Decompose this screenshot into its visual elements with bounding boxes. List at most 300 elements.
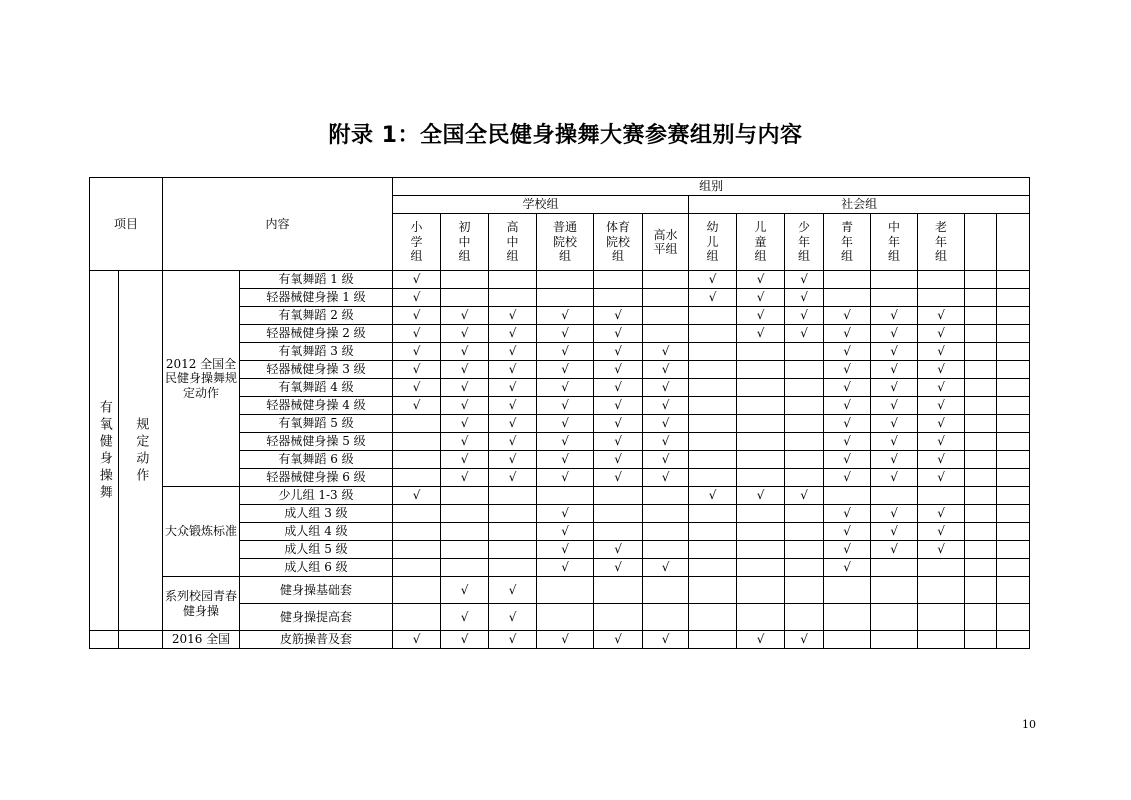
check-cell [871, 631, 918, 649]
check-cell: √ [393, 325, 441, 343]
check-cell [737, 433, 785, 451]
check-cell [871, 604, 918, 631]
page-number: 10 [1022, 718, 1036, 731]
content-cell: 健身操基础套 [240, 577, 393, 604]
check-cell: √ [393, 487, 441, 505]
check-cell [785, 469, 824, 487]
check-cell: √ [643, 559, 689, 577]
content-cell: 少儿组 1-3 级 [240, 487, 393, 505]
empty-cell [997, 604, 1030, 631]
check-cell: √ [871, 325, 918, 343]
empty-cell [997, 487, 1030, 505]
check-cell [643, 325, 689, 343]
check-cell: √ [918, 397, 965, 415]
check-cell: √ [489, 325, 537, 343]
empty-cell [965, 451, 997, 469]
content-cell: 有氧舞蹈 4 级 [240, 379, 393, 397]
check-cell [441, 487, 489, 505]
check-cell [737, 343, 785, 361]
check-cell: √ [489, 469, 537, 487]
check-cell [441, 523, 489, 541]
check-cell [689, 559, 737, 577]
check-cell: √ [594, 307, 643, 325]
empty-cell [965, 271, 997, 289]
check-cell: √ [489, 397, 537, 415]
check-cell: √ [594, 361, 643, 379]
check-cell: √ [594, 433, 643, 451]
check-cell: √ [441, 631, 489, 649]
empty-cell [997, 343, 1030, 361]
check-cell: √ [824, 469, 871, 487]
check-cell: √ [594, 397, 643, 415]
check-cell [871, 559, 918, 577]
check-cell [785, 541, 824, 559]
check-cell: √ [871, 541, 918, 559]
empty-cell [997, 289, 1030, 307]
content-cell: 皮筋操普及套 [240, 631, 393, 649]
check-cell: √ [871, 523, 918, 541]
check-cell: √ [537, 631, 594, 649]
check-cell [441, 271, 489, 289]
column-header: 高 中 组 [489, 214, 537, 271]
check-cell: √ [918, 307, 965, 325]
check-cell [594, 505, 643, 523]
check-cell: √ [643, 379, 689, 397]
empty-cell [965, 343, 997, 361]
check-cell [594, 523, 643, 541]
check-cell [393, 433, 441, 451]
content-cell: 有氧舞蹈 1 级 [240, 271, 393, 289]
check-cell: √ [441, 397, 489, 415]
empty-cell [965, 469, 997, 487]
check-cell: √ [489, 631, 537, 649]
check-cell [871, 487, 918, 505]
check-cell: √ [594, 631, 643, 649]
empty-cell [997, 559, 1030, 577]
column-header: 青 年 组 [824, 214, 871, 271]
check-cell: √ [871, 397, 918, 415]
check-cell: √ [537, 559, 594, 577]
check-cell: √ [643, 361, 689, 379]
check-cell [594, 604, 643, 631]
check-cell: √ [537, 325, 594, 343]
check-cell: √ [871, 505, 918, 523]
check-cell [918, 577, 965, 604]
check-cell: √ [918, 343, 965, 361]
empty-cell [965, 325, 997, 343]
check-cell [643, 541, 689, 559]
check-cell: √ [689, 289, 737, 307]
check-cell [643, 604, 689, 631]
check-cell [643, 505, 689, 523]
empty-cell [997, 523, 1030, 541]
check-cell: √ [689, 271, 737, 289]
empty-cell [965, 415, 997, 433]
check-cell [594, 577, 643, 604]
check-cell: √ [489, 307, 537, 325]
empty-cell [997, 397, 1030, 415]
check-cell: √ [441, 379, 489, 397]
check-cell: √ [737, 631, 785, 649]
check-cell: √ [594, 343, 643, 361]
check-cell [393, 604, 441, 631]
check-cell [785, 505, 824, 523]
check-cell [737, 577, 785, 604]
header-society: 社会组 [689, 196, 1030, 214]
column-header: 普通 院校 组 [537, 214, 594, 271]
check-cell [871, 577, 918, 604]
check-cell: √ [489, 451, 537, 469]
check-cell: √ [689, 487, 737, 505]
check-cell [689, 451, 737, 469]
check-cell [785, 433, 824, 451]
check-cell [785, 343, 824, 361]
check-cell [393, 505, 441, 523]
header-groups: 组别 [393, 178, 1030, 196]
check-cell: √ [918, 433, 965, 451]
empty-cell [997, 379, 1030, 397]
check-cell: √ [824, 307, 871, 325]
content-cell: 轻器械健身操 6 级 [240, 469, 393, 487]
check-cell: √ [918, 505, 965, 523]
check-cell [785, 451, 824, 469]
check-cell [643, 487, 689, 505]
check-cell [393, 469, 441, 487]
empty-cell [997, 325, 1030, 343]
check-cell [737, 415, 785, 433]
registration-table [89, 177, 1030, 649]
check-cell [737, 361, 785, 379]
check-cell: √ [871, 433, 918, 451]
check-cell: √ [918, 523, 965, 541]
column-header: 小 学 组 [393, 214, 441, 271]
content-cell: 有氧舞蹈 5 级 [240, 415, 393, 433]
check-cell: √ [824, 559, 871, 577]
check-cell [918, 604, 965, 631]
check-cell: √ [785, 289, 824, 307]
check-cell [537, 289, 594, 307]
check-cell [393, 415, 441, 433]
check-cell [537, 604, 594, 631]
check-cell: √ [594, 541, 643, 559]
empty-cell [965, 505, 997, 523]
project-subtype: 规定动作 [119, 271, 163, 631]
check-cell [689, 469, 737, 487]
check-cell [737, 469, 785, 487]
check-cell: √ [441, 577, 489, 604]
check-cell: √ [737, 487, 785, 505]
check-cell [689, 361, 737, 379]
check-cell [918, 559, 965, 577]
empty-cell [997, 433, 1030, 451]
check-cell: √ [537, 397, 594, 415]
check-cell: √ [489, 433, 537, 451]
check-cell: √ [489, 577, 537, 604]
check-cell: √ [594, 379, 643, 397]
check-cell: √ [918, 415, 965, 433]
check-cell [785, 379, 824, 397]
check-cell: √ [537, 343, 594, 361]
check-cell: √ [441, 307, 489, 325]
check-cell: √ [737, 271, 785, 289]
check-cell: √ [785, 325, 824, 343]
check-cell: √ [871, 379, 918, 397]
content-cell: 成人组 4 级 [240, 523, 393, 541]
check-cell [737, 505, 785, 523]
check-cell: √ [643, 343, 689, 361]
check-cell: √ [441, 433, 489, 451]
check-cell: √ [824, 343, 871, 361]
check-cell [824, 631, 871, 649]
empty-cell [965, 559, 997, 577]
check-cell [643, 307, 689, 325]
check-cell: √ [441, 415, 489, 433]
check-cell [871, 289, 918, 307]
check-cell: √ [594, 559, 643, 577]
content-cell: 成人组 6 级 [240, 559, 393, 577]
check-cell: √ [537, 541, 594, 559]
check-cell [393, 559, 441, 577]
check-cell: √ [737, 289, 785, 307]
check-cell: √ [871, 361, 918, 379]
check-cell [393, 541, 441, 559]
check-cell [689, 307, 737, 325]
check-cell [393, 577, 441, 604]
check-cell [918, 631, 965, 649]
column-header: 幼 儿 组 [689, 214, 737, 271]
content-cell: 健身操提高套 [240, 604, 393, 631]
check-cell: √ [537, 307, 594, 325]
empty-cell [997, 307, 1030, 325]
check-cell [489, 271, 537, 289]
check-cell: √ [594, 415, 643, 433]
check-cell: √ [785, 631, 824, 649]
check-cell: √ [918, 541, 965, 559]
check-cell: √ [594, 325, 643, 343]
check-cell: √ [537, 505, 594, 523]
check-cell: √ [824, 415, 871, 433]
check-cell: √ [824, 379, 871, 397]
check-cell: √ [489, 415, 537, 433]
check-cell: √ [871, 451, 918, 469]
check-cell [689, 541, 737, 559]
column-header: 高水 平组 [643, 214, 689, 271]
check-cell [489, 559, 537, 577]
check-cell: √ [537, 523, 594, 541]
check-cell [689, 397, 737, 415]
project-subtype-cont [119, 631, 163, 649]
check-cell [489, 505, 537, 523]
check-cell [737, 397, 785, 415]
check-cell: √ [871, 415, 918, 433]
group-name: 2016 全国 [163, 631, 240, 649]
check-cell [441, 505, 489, 523]
check-cell [871, 271, 918, 289]
check-cell: √ [643, 469, 689, 487]
check-cell [824, 577, 871, 604]
check-cell [489, 523, 537, 541]
check-cell: √ [871, 343, 918, 361]
check-cell: √ [441, 604, 489, 631]
empty-cell [965, 487, 997, 505]
check-cell: √ [824, 523, 871, 541]
column-header: 少 年 组 [785, 214, 824, 271]
check-cell [737, 523, 785, 541]
empty-header [997, 214, 1030, 271]
check-cell: √ [918, 379, 965, 397]
check-cell: √ [489, 343, 537, 361]
content-cell: 成人组 3 级 [240, 505, 393, 523]
check-cell: √ [537, 415, 594, 433]
check-cell: √ [393, 289, 441, 307]
content-cell: 有氧舞蹈 3 级 [240, 343, 393, 361]
check-cell: √ [643, 397, 689, 415]
project-label-cont [90, 631, 119, 649]
check-cell [689, 604, 737, 631]
check-cell [918, 289, 965, 307]
check-cell [689, 433, 737, 451]
empty-cell [965, 604, 997, 631]
check-cell: √ [537, 433, 594, 451]
project-label: 有氧健身操舞 [90, 271, 119, 631]
check-cell: √ [918, 469, 965, 487]
check-cell: √ [393, 379, 441, 397]
check-cell [489, 487, 537, 505]
check-cell: √ [489, 604, 537, 631]
empty-cell [997, 361, 1030, 379]
content-cell: 有氧舞蹈 2 级 [240, 307, 393, 325]
empty-cell [965, 289, 997, 307]
empty-cell [997, 541, 1030, 559]
empty-cell [965, 379, 997, 397]
check-cell: √ [871, 469, 918, 487]
empty-cell [965, 523, 997, 541]
empty-cell [997, 469, 1030, 487]
group-name: 大众锻炼标准 [163, 487, 240, 577]
check-cell: √ [871, 307, 918, 325]
column-header: 体育 院校 组 [594, 214, 643, 271]
header-content: 内容 [163, 178, 393, 271]
check-cell: √ [785, 487, 824, 505]
empty-cell [965, 541, 997, 559]
check-cell: √ [824, 505, 871, 523]
check-cell: √ [441, 325, 489, 343]
empty-cell [997, 271, 1030, 289]
check-cell [918, 271, 965, 289]
check-cell [918, 487, 965, 505]
empty-cell [997, 505, 1030, 523]
empty-cell [997, 415, 1030, 433]
check-cell: √ [489, 361, 537, 379]
check-cell [785, 577, 824, 604]
content-cell: 成人组 5 级 [240, 541, 393, 559]
check-cell: √ [918, 361, 965, 379]
check-cell [689, 505, 737, 523]
content-cell: 轻器械健身操 5 级 [240, 433, 393, 451]
check-cell: √ [785, 271, 824, 289]
check-cell [489, 541, 537, 559]
check-cell [689, 631, 737, 649]
check-cell [737, 604, 785, 631]
check-cell: √ [785, 307, 824, 325]
check-cell [785, 559, 824, 577]
check-cell: √ [441, 361, 489, 379]
check-cell [643, 523, 689, 541]
check-cell [689, 523, 737, 541]
check-cell: √ [737, 325, 785, 343]
check-cell: √ [393, 307, 441, 325]
check-cell [393, 451, 441, 469]
check-cell [737, 541, 785, 559]
empty-cell [965, 631, 997, 649]
empty-cell [997, 451, 1030, 469]
check-cell: √ [393, 631, 441, 649]
column-header: 儿 童 组 [737, 214, 785, 271]
check-cell [689, 343, 737, 361]
check-cell: √ [537, 361, 594, 379]
check-cell [441, 541, 489, 559]
check-cell: √ [824, 361, 871, 379]
check-cell: √ [824, 433, 871, 451]
empty-header [965, 214, 997, 271]
check-cell [643, 577, 689, 604]
empty-cell [965, 433, 997, 451]
check-cell [594, 289, 643, 307]
check-cell [824, 289, 871, 307]
empty-cell [965, 307, 997, 325]
empty-cell [997, 577, 1030, 604]
content-cell: 轻器械健身操 3 级 [240, 361, 393, 379]
check-cell [393, 523, 441, 541]
empty-cell [965, 361, 997, 379]
group-name: 系列校园青春健身操 [163, 577, 240, 631]
check-cell: √ [537, 469, 594, 487]
check-cell: √ [489, 379, 537, 397]
check-cell: √ [918, 325, 965, 343]
empty-cell [965, 577, 997, 604]
check-cell: √ [537, 379, 594, 397]
check-cell: √ [393, 343, 441, 361]
empty-cell [965, 397, 997, 415]
column-header: 初 中 组 [441, 214, 489, 271]
check-cell [537, 577, 594, 604]
check-cell [441, 559, 489, 577]
check-cell [689, 325, 737, 343]
check-cell: √ [643, 451, 689, 469]
header-item: 项目 [90, 178, 163, 271]
check-cell [594, 271, 643, 289]
check-cell [785, 415, 824, 433]
content-cell: 有氧舞蹈 6 级 [240, 451, 393, 469]
check-cell [737, 451, 785, 469]
check-cell: √ [643, 415, 689, 433]
check-cell [824, 604, 871, 631]
check-cell [643, 289, 689, 307]
column-header: 老 年 组 [918, 214, 965, 271]
group-name: 2012 全国全民健身操舞规定动作 [163, 271, 240, 487]
check-cell: √ [393, 271, 441, 289]
check-cell: √ [594, 451, 643, 469]
check-cell [594, 487, 643, 505]
check-cell: √ [594, 469, 643, 487]
check-cell [689, 577, 737, 604]
check-cell [785, 361, 824, 379]
check-cell: √ [643, 433, 689, 451]
check-cell [489, 289, 537, 307]
check-cell: √ [824, 397, 871, 415]
check-cell: √ [441, 343, 489, 361]
check-cell [537, 487, 594, 505]
